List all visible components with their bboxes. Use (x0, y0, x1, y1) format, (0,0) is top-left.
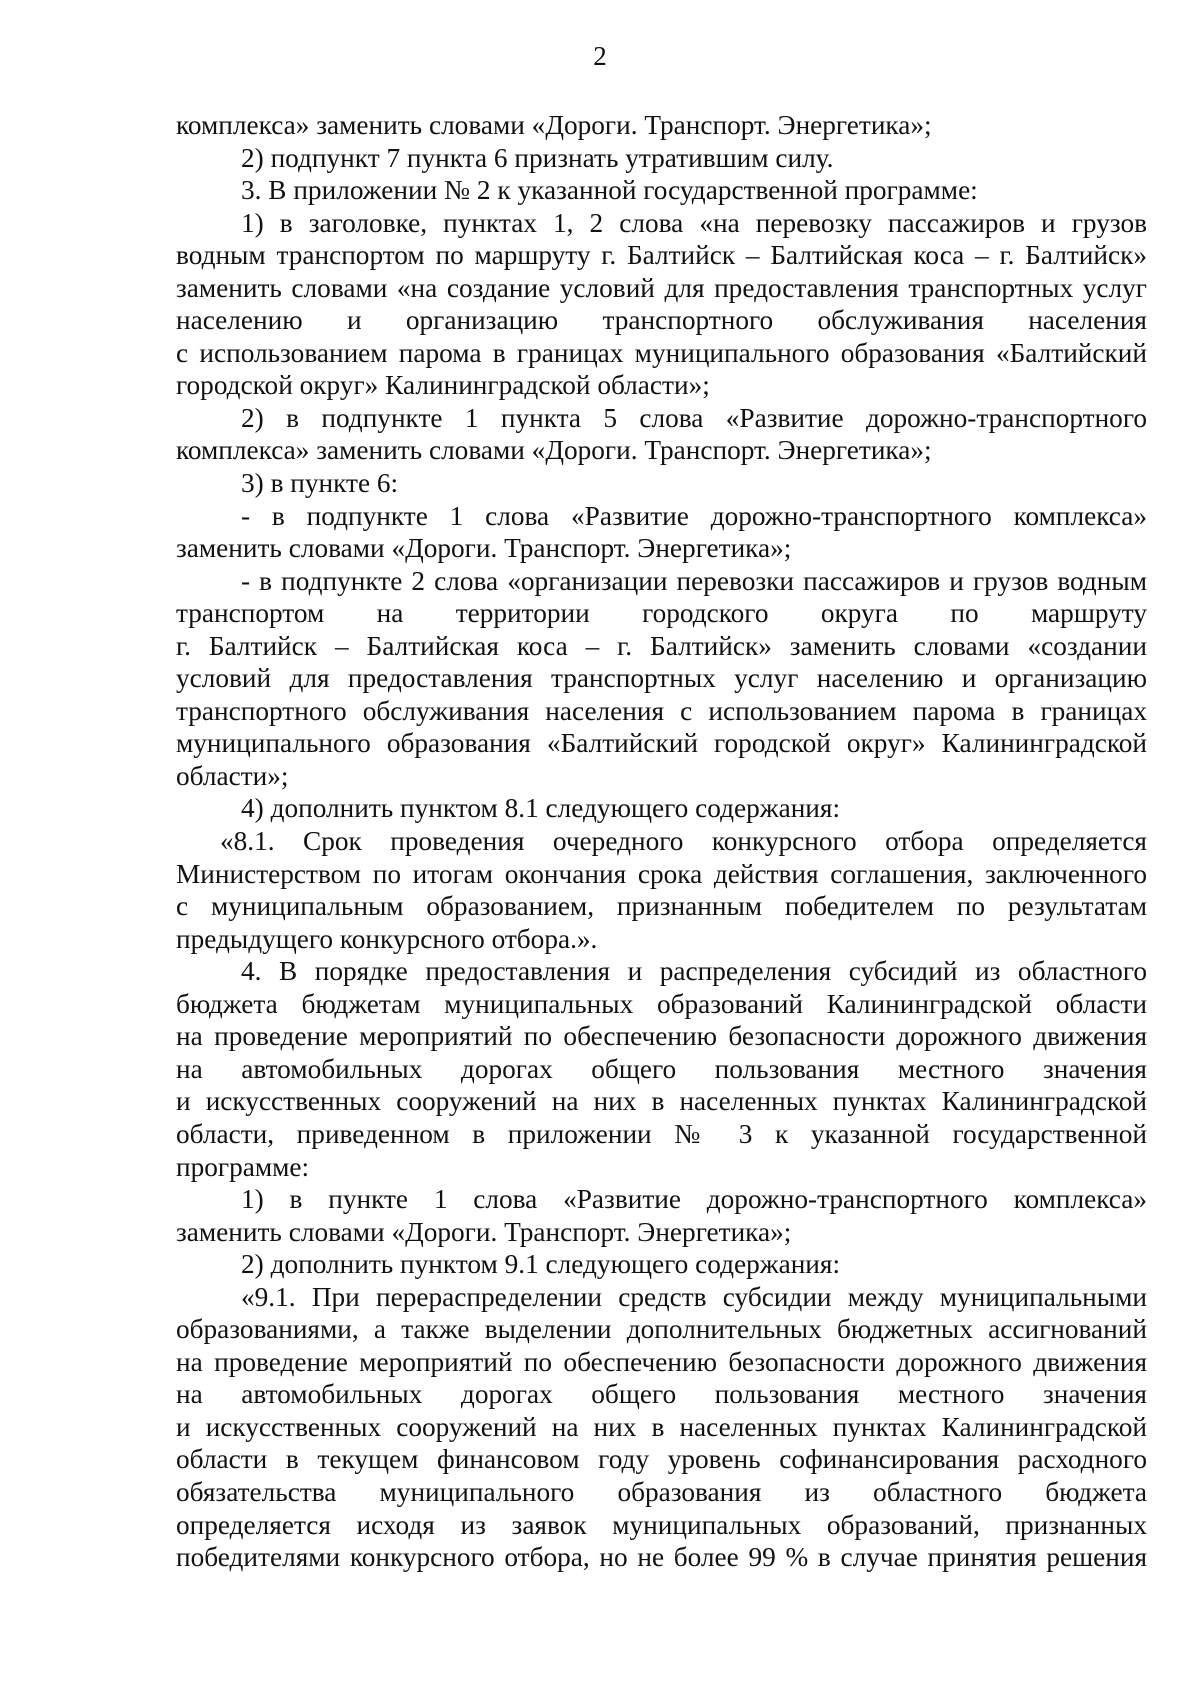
text-line: на проведение мероприятий по обеспечению безопасности дорожного движения (176, 1021, 1147, 1052)
text-line: на автомобильных дорогах общего пользования местного значения (176, 1053, 1147, 1084)
text-line: 3) в пункте 6: (241, 468, 399, 499)
text-line: водным транспортом по маршруту г. Балтийск – Балтийская коса – г. Балтийск» (176, 240, 1147, 271)
text-line: 4. В порядке предоставления и распределения субсидий из областного (241, 956, 1147, 987)
text-line: на автомобильных дорогах общего пользования местного значения (176, 1379, 1147, 1410)
text-line: определяется исходя из заявок муниципальных образований, признанных (176, 1509, 1147, 1540)
text-line: с использованием парома в границах муниципального образования «Балтийский (176, 337, 1147, 368)
text-line: победителями конкурсного отбора, но не более 99 % в случае принятия решения (176, 1542, 1147, 1573)
text-line: - в подпункте 2 слова «организации перевозки пассажиров и грузов водным (241, 565, 1147, 596)
text-line: области, приведенном в приложении № 3 к указанной государственной (176, 1118, 1147, 1149)
text-line: г. Балтийск – Балтийская коса – г. Балтийск» заменить словами «создании (176, 630, 1147, 661)
text-line: «9.1. При перераспределении средств субсидии между муниципальными (241, 1281, 1147, 1312)
text-line: муниципального образования «Балтийский городской округ» Калининградской (176, 728, 1147, 759)
text-line: заменить словами «Дороги. Транспорт. Энергетика»; (176, 533, 792, 564)
text-line: комплекса» заменить словами «Дороги. Транспорт. Энергетика»; (176, 435, 932, 466)
text-line: с муниципальным образованием, признанным победителем по результатам (176, 891, 1147, 922)
text-line: условий для предоставления транспортных услуг населению и организацию (176, 663, 1147, 694)
text-line: - в подпункте 1 слова «Развитие дорожно-транспортного комплекса» (241, 500, 1147, 531)
text-line: «8.1. Срок проведения очередного конкурсного отбора определяется (220, 826, 1147, 857)
text-line: области в текущем финансовом году уровень софинансирования расходного (176, 1444, 1147, 1475)
text-line: 2) подпункт 7 пункта 6 признать утратившим силу. (241, 142, 834, 173)
text-line: комплекса» заменить словами «Дороги. Транспорт. Энергетика»; (176, 110, 932, 140)
text-line: транспортного обслуживания населения с использованием парома в границах (176, 695, 1147, 726)
text-line: населению и организацию транспортного обслуживания населения (176, 305, 1147, 336)
text-line: образованиями, а также выделении дополнительных бюджетных ассигнований (176, 1314, 1147, 1345)
text-line: городской округ» Калининградской области»; (176, 370, 710, 401)
text-line: 3. В приложении № 2 к указанной государственной программе: (241, 175, 978, 206)
text-line: 2) в подпункте 1 пункта 5 слова «Развитие дорожно-транспортного (241, 402, 1147, 433)
text-line: транспортом на территории городского округа по маршруту (176, 598, 1147, 629)
text-line: бюджета бюджетам муниципальных образований Калининградской области (176, 988, 1147, 1019)
text-line: и искусственных сооружений на них в населенных пунктах Калининградской (176, 1086, 1147, 1117)
text-line: области»; (176, 760, 289, 791)
text-line: заменить словами «на создание условий для предоставления транспортных услуг (176, 272, 1147, 303)
page-number: 2 (593, 41, 607, 71)
text-line: 2) дополнить пунктом 9.1 следующего содержания: (241, 1249, 841, 1280)
text-line: заменить словами «Дороги. Транспорт. Энергетика»; (176, 1216, 792, 1247)
document-body (176, 109, 1147, 1574)
text-line: программе: (176, 1151, 310, 1182)
text-line: предыдущего конкурсного отбора.». (176, 923, 598, 954)
text-line: 4) дополнить пунктом 8.1 следующего содержания: (241, 793, 841, 824)
text-line: 1) в пункте 1 слова «Развитие дорожно-транспортного комплекса» (241, 1184, 1147, 1215)
text-line: обязательства муниципального образования из областного бюджета (176, 1476, 1147, 1507)
text-line: на проведение мероприятий по обеспечению безопасности дорожного движения (176, 1346, 1147, 1377)
text-line: 1) в заголовке, пунктах 1, 2 слова «на перевозку пассажиров и грузов (241, 207, 1147, 238)
text-line: и искусственных сооружений на них в населенных пунктах Калининградской (176, 1411, 1147, 1442)
text-line: Министерством по итогам окончания срока действия соглашения, заключенного (176, 858, 1147, 889)
